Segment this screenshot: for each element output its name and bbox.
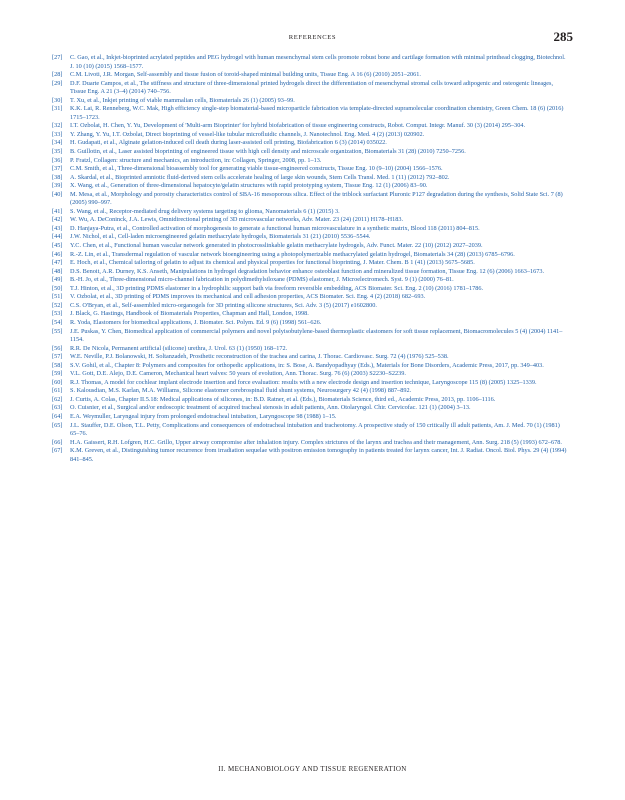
reference-text[interactable]: T. Xu, et al., Inkjet printing of viable mammalian cells, Biomaterials 26 (1) (2005) 93–99. — [70, 96, 295, 104]
reference-item — [52, 328, 570, 345]
reference-text[interactable]: Y.C. Chen, et al., Functional human vascular network generated in photocrosslinkable gelatin methacrylate hydrogels, Adv. Funct. Mater. 22 (10) (2012) 2027–2039. — [70, 242, 483, 250]
reference-text[interactable]: R.-Z. Lin, et al., Transdermal regulation of vascular network bioengineering using a photopolymerizable methacrylated gelatin hydrogel, Biomaterials 34 (28) (2013) 6785–6796. — [70, 250, 515, 258]
reference-item — [52, 225, 570, 234]
reference-number: [37] — [52, 165, 63, 173]
reference-text[interactable]: W.E. Neville, P.J. Bolanowski, H. Soltanzadeh, Prosthetic reconstruction of the trachea and carina, J. Thorac. Cardiovasc. Surg. 72 (4) (1976) 525–538. — [70, 353, 449, 361]
reference-text[interactable]: T.J. Hinton, et al., 3D printing PDMS elastomer in a hydrophilic support bath via freeform reversible embedding, ACS Biomater. Sci. Eng. 2 (10) (2016) 1781–1786. — [70, 284, 484, 292]
reference-item — [52, 157, 570, 166]
reference-text[interactable]: R.R. De Nicola, Permanent artificial (silicone) urethra, J. Urol. 63 (1) (1950) 168–172. — [70, 344, 288, 352]
reference-number: [49] — [52, 276, 63, 284]
reference-item — [52, 105, 570, 122]
reference-item — [52, 54, 570, 71]
reference-number: [48] — [52, 267, 63, 275]
reference-number: [43] — [52, 224, 63, 232]
reference-text[interactable]: D.F. Duarte Campos, et al., The stiffness and structure of three-dimensional printed hydrogels direct the differentiation of mesenchymal stromal cells toward adipogenic and osteogenic lineages, Tissue Eng. A 21 (3–4) (2014) 740–756. — [70, 79, 554, 96]
reference-item — [52, 148, 570, 157]
reference-item — [52, 122, 570, 131]
reference-item — [52, 131, 570, 140]
reference-text[interactable]: D.S. Benoit, A.R. Durney, K.S. Anseth, Manipulations in hydrogel degradation behavior enhance osteoblast function and mineralized tissue formation, Tissue Eng. 12 (6) (2006) 1663–1673. — [70, 267, 545, 275]
reference-item — [52, 182, 570, 191]
reference-number: [62] — [52, 395, 63, 403]
reference-item — [52, 379, 570, 388]
reference-text[interactable]: J. Curtis, A. Colas, Chapter II.5.18: Medical applications of silicones, in: B.D. Ratner, et al. (Eds.), Biomaterials Science, third ed., Academic Press, 2013, pp. 1106–1116. — [70, 395, 496, 403]
reference-text[interactable]: B. Guillotin, et al., Laser assisted bioprinting of engineered tissue with high cell density and microscale organization, Biomaterials 31 (28) (2010) 7250–7256. — [70, 148, 466, 156]
reference-item — [52, 404, 570, 413]
reference-number: [52] — [52, 301, 63, 309]
reference-number: [61] — [52, 387, 63, 395]
reference-number: [53] — [52, 310, 63, 318]
reference-text[interactable]: D. Hanjaya-Putra, et al., Controlled activation of morphogenesis to generate a functional human microvasculature in a synthetic matrix, Blood 118 (2011) 804–815. — [70, 224, 480, 232]
reference-text[interactable]: S. Wang, et al., Receptor-mediated drug delivery systems targeting to glioma, Nanomaterials 6 (1) (2015) 3. — [70, 207, 340, 215]
reference-item — [52, 353, 570, 362]
page-footer: II. MECHANOBIOLOGY AND TISSUE REGENERATION — [218, 765, 407, 773]
reference-item — [52, 447, 570, 464]
reference-text[interactable]: V. Ozbolat, et al., 3D printing of PDMS improves its mechanical and cell adhesion properties, ACS Biomater. Sci. Eng. 4 (2) (2018) 682–693. — [70, 293, 426, 301]
reference-item — [52, 276, 570, 285]
reference-item — [52, 285, 570, 294]
reference-number: [46] — [52, 250, 63, 258]
page-header — [52, 29, 573, 47]
reference-text[interactable]: C.M. Livoti, J.R. Morgan, Self-assembly and tissue fusion of toroid-shaped minimal building units, Tissue Eng. A 16 (6) (2010) 2051–2061. — [70, 71, 421, 79]
reference-number: [42] — [52, 216, 63, 224]
reference-text[interactable]: E.A. Weymuller, Laryngeal injury from prolonged endotracheal intubation, Laryngoscope 98 (1988) 1–15. — [70, 412, 337, 420]
reference-number: [66] — [52, 438, 63, 446]
reference-item — [52, 174, 570, 183]
reference-item — [52, 208, 570, 217]
reference-number: [33] — [52, 130, 63, 138]
reference-item — [52, 97, 570, 106]
reference-number: [30] — [52, 96, 63, 104]
reference-text[interactable]: K.K. Lai, R. Renneberg, W.C. Mak, High efficiency single-step biomaterial-based microparticle fabrication via template-directed supramolecular coordination chemistry, Green Chem. 18 (6) (2016) 1715–1723. — [70, 105, 564, 121]
reference-text[interactable]: M. Mesa, et al., Morphology and porosity characteristics control of SBA-16 mesoporous silica. Effect of the triblock surfactant Pluronic P127 degradation during the synthesis, Solid State Sci. 7 (8) (2005) 990–997. — [70, 190, 563, 207]
reference-number: [39] — [52, 182, 63, 190]
reference-text[interactable]: J.W. Nichol, et al., Cell-laden microengineered gelatin methacrylate hydrogels, Biomaterials 31 (21) (2010) 5536–5544. — [70, 233, 371, 241]
page-number: 285 — [553, 29, 573, 44]
reference-text[interactable]: S. Kalousdian, M.S. Karlan, M.A. Williams, Silicone elastomer cerebrospinal fluid shunt systems, Neurosurgery 42 (4) (1998) 887–892. — [70, 387, 412, 395]
reference-item — [52, 71, 570, 80]
reference-text[interactable]: H.A. Gaissert, R.H. Lofgren, H.C. Grillo, Upper airway compromise after inhalation injury. Complex strictures of the larynx and trachea and their management, Ann. Surg. 218 (5) (1993) 672–678. — [70, 438, 562, 446]
reference-text[interactable]: V.L. Gott, D.E. Alejo, D.E. Cameron, Mechanical heart valves: 50 years of evolution, Ann. Thorac. Surg. 76 (6) (2003) S2230–S2239. — [70, 370, 406, 378]
reference-item — [52, 362, 570, 371]
reference-item — [52, 165, 570, 174]
reference-item — [52, 242, 570, 251]
reference-text[interactable]: C.M. Smith, et al., Three-dimensional bioassembly tool for generating viable tissue-engineered constructs, Tissue Eng. 10 (9–10) (2004) 1566–1576. — [70, 165, 443, 173]
reference-item — [52, 413, 570, 422]
reference-number: [64] — [52, 412, 63, 420]
reference-text[interactable]: E. Hoch, et al., Chemical tailoring of gelatin to adjust its chemical and physical properties for functional bioprinting, J. Mater. Chem. B 1 (41) (2013) 5675–5685. — [70, 259, 475, 267]
reference-text[interactable]: J.L. Stauffer, D.E. Olson, T.L. Petty, Complications and consequences of endotracheal intubation and tracheotomy. A prospective study of 150 critically ill adult patients, Am. J. Med. 70 (1) (1981) 65–76. — [70, 421, 560, 438]
reference-number: [31] — [52, 105, 63, 113]
reference-text[interactable]: Y. Zhang, Y. Yu, I.T. Ozbolat, Direct bioprinting of vessel-like tubular microfluidic channels, J. Nanotechnol. Eng. Med. 4 (2) (2013) 020902. — [70, 130, 425, 138]
reference-number: [36] — [52, 156, 63, 164]
reference-item — [52, 268, 570, 277]
reference-item — [52, 310, 570, 319]
reference-number: [50] — [52, 284, 63, 292]
reference-text[interactable]: H. Gudapati, et al., Alginate gelation-induced cell death during laser-assisted cell printing, Biofabrication 6 (3) (2014) 035022. — [70, 139, 387, 147]
reference-number: [34] — [52, 139, 63, 147]
reference-item — [52, 319, 570, 328]
reference-item — [52, 396, 570, 405]
reference-item — [52, 387, 570, 396]
reference-text[interactable]: X. Wang, et al., Generation of three-dimensional hepatocyte/gelatin structures with rapid prototyping system, Tissue Eng. 12 (1) (2006) 83–90. — [70, 182, 428, 190]
reference-number: [45] — [52, 242, 63, 250]
reference-text[interactable]: W. Wu, A. DeConinck, J.A. Lewis, Omnidirectional printing of 3D microvascular networks, Adv. Mater. 23 (24) (2011) H178–H183. — [70, 216, 404, 224]
reference-item — [52, 259, 570, 268]
reference-item — [52, 80, 570, 97]
reference-text[interactable]: J.E. Puskas, Y. Chen, Biomedical application of commercial polymers and novel polyisobutylene-based thermoplastic elastomers for soft tissue replacement, Biomacromolecules 5 (4) (2004) 1141–1154. — [70, 327, 563, 344]
reference-text[interactable]: S.V. Gohil, et al., Chapter 8: Polymers and composites for orthopedic applications, in: S. Bose, A. Bandyopadhyay (Eds.), Materials for Bone Disorders, Academic Press, 2017, pp. 349–403. — [70, 361, 544, 369]
reference-number: [51] — [52, 293, 63, 301]
reference-text[interactable]: B.-H. Jo, et al., Three-dimensional micro-channel fabrication in polydimethylsiloxane (PDMS) elastomer, J. Microelectromech. Syst. 9 (1) (2000) 76–81. — [70, 276, 454, 284]
reference-item — [52, 293, 570, 302]
reference-number: [41] — [52, 207, 63, 215]
reference-number: [67] — [52, 447, 63, 455]
reference-text[interactable]: P. Fratzl, Collagen: structure and mechanics, an introduction, in: Collagen, Springer, 2008, pp. 1–13. — [70, 156, 322, 164]
reference-text[interactable]: R.J. Thomas, A model for cochlear implant electrode insertion and force evaluation: results with a new electrode design and insertion technique, Laryngoscope 115 (8) (2005) 1325–1339. — [70, 378, 537, 386]
reference-list — [52, 54, 570, 464]
reference-item — [52, 216, 570, 225]
reference-item — [52, 345, 570, 354]
reference-number: [32] — [52, 122, 63, 130]
reference-number: [55] — [52, 327, 63, 335]
reference-item — [52, 139, 570, 148]
reference-number: [28] — [52, 71, 63, 79]
reference-number: [44] — [52, 233, 63, 241]
reference-text[interactable]: C.S. O'Bryan, et al., Self-assembled micro-organogels for 3D printing silicone structures, Sci. Adv. 3 (5) (2017) e1602800. — [70, 301, 377, 309]
reference-item — [52, 233, 570, 242]
reference-text[interactable]: I.T. Ozbolat, H. Chen, Y. Yu, Development of 'Multi-arm Bioprinter' for hybrid biofabrication of tissue engineering constructs, Robot. Comput. Integr. Manuf. 30 (3) (2014) 295–304. — [70, 122, 526, 130]
reference-number: [65] — [52, 421, 63, 429]
reference-item — [52, 439, 570, 448]
reference-number: [63] — [52, 404, 63, 412]
reference-number: [60] — [52, 378, 63, 386]
reference-number: [29] — [52, 79, 63, 87]
reference-number: [59] — [52, 370, 63, 378]
reference-text[interactable]: C. Gao, et al., Inkjet-bioprinted acrylated peptides and PEG hydrogel with human mesenchymal stem cells promote robust bone and cartilage formation with minimal printhead clogging, Biotechnol. J. 10 (10) (2015) 1568–1577. — [70, 54, 566, 70]
reference-item — [52, 422, 570, 439]
reference-item — [52, 191, 570, 208]
reference-number: [56] — [52, 344, 63, 352]
reference-text[interactable]: O. Cuisnier, et al., Surgical and/or endoscopic treatment of acquired tracheal stenosis in adult patients, Ann. Otolaryngol. Chir. Cervicofac. 121 (1) (2004) 3–13. — [70, 404, 471, 412]
reference-item — [52, 251, 570, 260]
reference-item — [52, 302, 570, 311]
reference-text[interactable]: A. Skardal, et al., Bioprinted amniotic fluid-derived stem cells accelerate healing of large skin wounds, Stem Cells Transl. Med. 1 (11) (2012) 792–802. — [70, 173, 450, 181]
reference-item — [52, 370, 570, 379]
reference-number: [27] — [52, 54, 63, 61]
reference-number: [35] — [52, 148, 63, 156]
reference-number: [58] — [52, 361, 63, 369]
reference-text[interactable]: R. Yoda, Elastomers for biomedical applications, J. Biomater. Sci. Polym. Ed. 9 (6) (1998) 561–626. — [70, 318, 322, 326]
reference-number: [47] — [52, 259, 63, 267]
reference-text[interactable]: K.M. Greven, et al., Distinguishing tumor recurrence from irradiation sequelae with positron emission tomography in patients treated for larynx cancer, Int. J. Radiat. Oncol. Biol. Phys. 29 (4) (1994) 841–845. — [70, 447, 567, 463]
reference-number: [38] — [52, 173, 63, 181]
reference-number: [57] — [52, 353, 63, 361]
reference-text[interactable]: J. Black, G. Hastings, Handbook of Biomaterials Properties, Chapman and Hall, London, 1998. — [70, 310, 309, 318]
running-head: REFERENCES — [288, 34, 337, 41]
reference-number: [54] — [52, 318, 63, 326]
reference-number: [40] — [52, 190, 63, 198]
